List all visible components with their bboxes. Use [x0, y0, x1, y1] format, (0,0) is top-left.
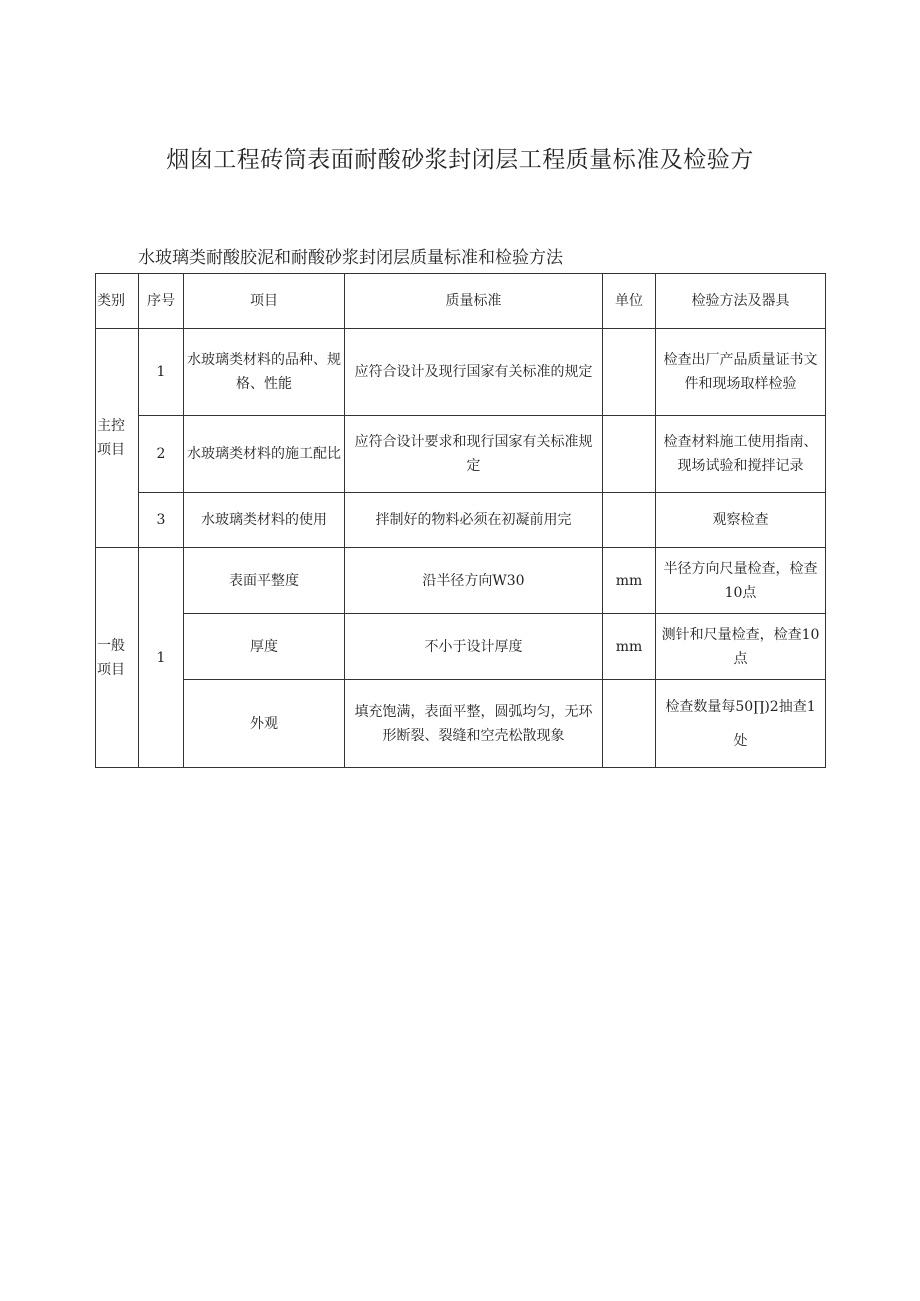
row-method: 半径方向尺量检查，检查10点 — [656, 548, 826, 614]
row-item: 表面平整度 — [184, 548, 345, 614]
header-category: 类别 — [96, 274, 139, 329]
header-standard: 质量标准 — [345, 274, 603, 329]
row-item: 厚度 — [184, 614, 345, 680]
quality-standard-table — [95, 273, 826, 768]
row-method: 测针和尺量检查，检查10点 — [656, 614, 826, 680]
row-method: 检查出厂产品质量证书文件和现场取样检验 — [656, 329, 826, 416]
row-unit — [603, 680, 656, 768]
header-number: 序号 — [139, 274, 184, 329]
row-item: 水玻璃类材料的品种、规格、性能 — [184, 329, 345, 416]
table-row — [96, 548, 826, 614]
row-method: 观察检查 — [656, 493, 826, 548]
header-unit: 单位 — [603, 274, 656, 329]
header-item: 项目 — [184, 274, 345, 329]
table-row — [96, 680, 826, 768]
row-method: 检查材料施工使用指南、现场试验和搅拌记录 — [656, 416, 826, 493]
row-number: 1 — [139, 548, 184, 768]
table-row — [96, 614, 826, 680]
row-unit — [603, 329, 656, 416]
row-item: 外观 — [184, 680, 345, 768]
row-unit — [603, 493, 656, 548]
table-caption: 水玻璃类耐酸胶泥和耐酸砂浆封闭层质量标准和检验方法 — [138, 248, 563, 268]
header-method: 检验方法及器具 — [656, 274, 826, 329]
row-standard: 应符合设计及现行国家有关标准的规定 — [345, 329, 603, 416]
category-main-control: 主控 项目 — [96, 329, 139, 548]
row-standard: 填充饱满，表面平整，圆弧均匀，无环形断裂、裂缝和空壳松散现象 — [345, 680, 603, 768]
category-general: 一般 项目 — [96, 548, 139, 768]
row-standard: 应符合设计要求和现行国家有关标准规定 — [345, 416, 603, 493]
table-row — [96, 493, 826, 548]
table-header-row — [96, 274, 826, 329]
document-title: 烟囱工程砖筒表面耐酸砂浆封闭层工程质量标准及检验方 — [166, 147, 754, 173]
table-row — [96, 416, 826, 493]
row-method: 检查数量每50∏)2抽查1处 — [656, 680, 826, 768]
row-unit: mm — [603, 614, 656, 680]
row-unit — [603, 416, 656, 493]
row-standard: 沿半径方向W30 — [345, 548, 603, 614]
row-unit: mm — [603, 548, 656, 614]
row-number: 1 — [139, 329, 184, 416]
row-item: 水玻璃类材料的使用 — [184, 493, 345, 548]
row-item: 水玻璃类材料的施工配比 — [184, 416, 345, 493]
row-number: 2 — [139, 416, 184, 493]
table-row — [96, 329, 826, 416]
row-standard: 不小于设计厚度 — [345, 614, 603, 680]
row-standard: 拌制好的物料必须在初凝前用完 — [345, 493, 603, 548]
row-number: 3 — [139, 493, 184, 548]
